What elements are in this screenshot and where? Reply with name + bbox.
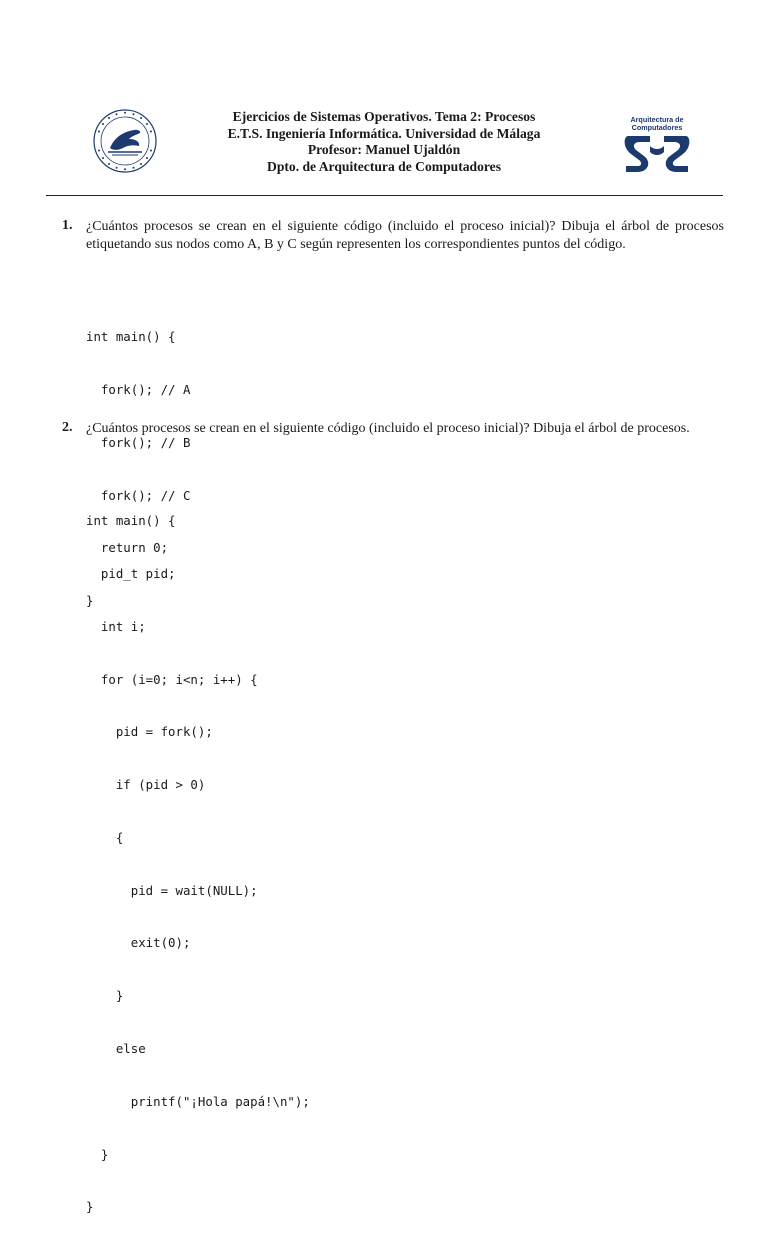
university-seal-logo bbox=[92, 108, 158, 174]
code-line: exit(0); bbox=[86, 935, 191, 951]
header-line-title: Ejercicios de Sistemas Operativos. Tema 2: Procesos bbox=[232, 109, 536, 124]
problem-number: 1. bbox=[62, 218, 73, 233]
code-line: fork(); // C bbox=[86, 487, 191, 503]
code-line: pid = fork(); bbox=[86, 724, 213, 740]
code-line: } bbox=[86, 1199, 94, 1215]
code-line: int i; bbox=[86, 618, 146, 634]
code-line: for (i=0; i<n; i++) { bbox=[86, 671, 258, 687]
code-line: fork(); // B bbox=[86, 434, 191, 450]
code-line: } bbox=[86, 593, 94, 609]
code-line: } bbox=[86, 988, 124, 1004]
code-block-2 bbox=[86, 477, 310, 1234]
code-line: if (pid > 0) bbox=[86, 777, 206, 793]
code-line: pid = wait(NULL); bbox=[86, 882, 258, 898]
header-line-school: E.T.S. Ingeniería Informática. Universidad de Málaga bbox=[227, 125, 541, 141]
code-line: int main() { bbox=[86, 329, 176, 345]
problem-statement: ¿Cuántos procesos se crean en el siguiente código (incluido el proceso inicial)? Dibuja el árbol de procesos. bbox=[86, 421, 690, 436]
header-line-professor: Profesor: Manuel Ujaldón bbox=[307, 142, 461, 157]
code-line: } bbox=[86, 1146, 109, 1162]
problem-statement: ¿Cuántos procesos se crean en el siguiente código (incluido el proceso inicial)? Dibuja el árbol de procesos etiquetando sus nodos como A, B y C según representen los correspondientes puntos del código. bbox=[86, 219, 724, 252]
header-title-block bbox=[170, 109, 598, 175]
code-line: printf("¡Hola papá!\n"); bbox=[86, 1093, 310, 1109]
code-line: fork(); // A bbox=[86, 381, 191, 397]
arquitectura-computadores-logo bbox=[620, 112, 694, 178]
document-header bbox=[0, 0, 768, 200]
code-line: return 0; bbox=[86, 540, 169, 556]
header-line-department: Dpto. de Arquitectura de Computadores bbox=[267, 158, 501, 174]
header-divider bbox=[46, 195, 723, 196]
code-line: { bbox=[86, 829, 124, 845]
logo-text-line2: Computadores bbox=[631, 123, 683, 132]
code-line: pid_t pid; bbox=[86, 565, 176, 581]
logo-text-line1: Arquitectura de bbox=[630, 115, 684, 124]
code-line: int main() { bbox=[86, 513, 176, 529]
code-line: else bbox=[86, 1041, 146, 1056]
problem-number: 2. bbox=[62, 420, 73, 435]
